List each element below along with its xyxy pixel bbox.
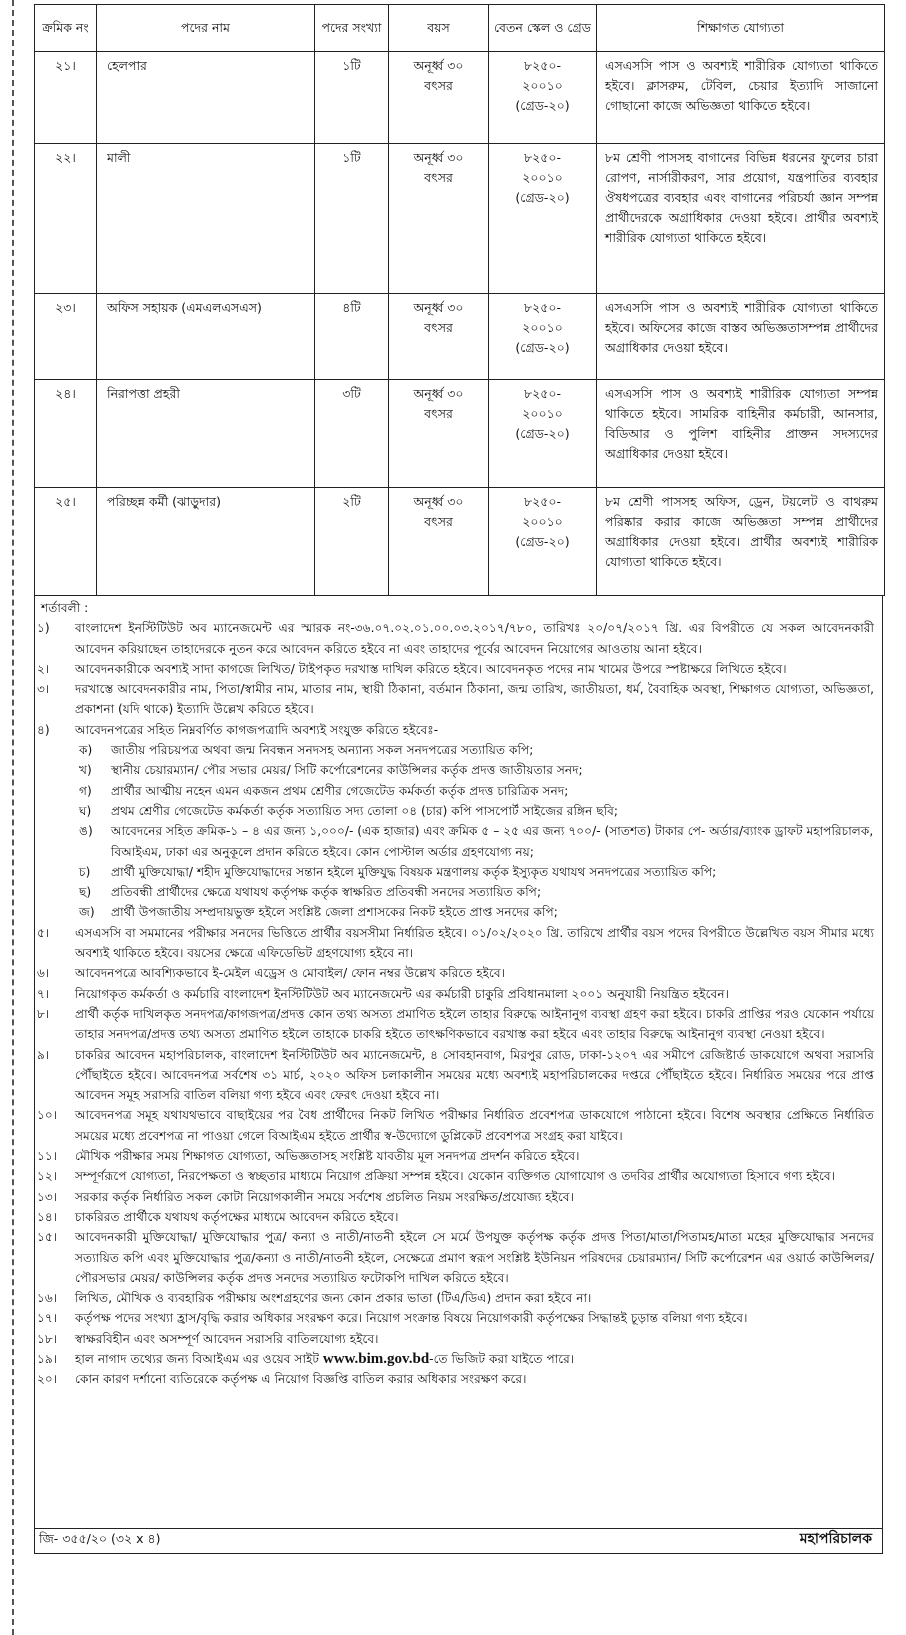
term-number: গ) — [79, 783, 92, 798]
cell-qualification — [597, 144, 885, 294]
term-number: জ) — [79, 905, 95, 920]
term-number: ১) — [37, 621, 50, 636]
term-number: ১৪। — [37, 1209, 58, 1224]
cell-post-count: ১টি — [315, 144, 389, 294]
term-number: ১৬। — [37, 1291, 58, 1306]
term-number: ৭। — [37, 986, 50, 1001]
cell-serial: ২৫। — [35, 488, 97, 596]
header-serial: ক্রমিক নং — [35, 5, 97, 52]
term-text: প্রতিবন্ধী প্রার্থীদের ক্ষেত্রে যথাযথ কর্তৃপক্ষ কর্তৃক স্বাক্ষরিত প্রতিবন্ধী সনদের সত্যায়িত কপি; — [111, 885, 542, 900]
cell-pay-scale — [489, 380, 597, 488]
term-text: জাতীয় পরিচয়পত্র অথবা জন্ম নিবন্ধন সনদসহ অন্যান্য সকল সনদপত্রের সত্যায়িত কপি; — [111, 743, 534, 758]
cell-post-count: ২টি — [315, 488, 389, 596]
table-header-row — [35, 5, 885, 52]
term-number: ঙ) — [79, 824, 93, 839]
term-text: সম্পূর্ণরূপে যোগ্যতা, নিরপেক্ষতা ও স্বচ্ছতার মাধ্যমে নিয়োগ প্রক্রিয়া সম্পন্ন হইবে। যেকোন ব্যক্তিগত যোগাযোগ ও তদবির প্রার্থীর অযোগ্যতা হিসাবে গণ্য হইবে। — [75, 1169, 836, 1184]
pay-line: ৮২৫০- — [524, 58, 561, 73]
document-requirement-item — [35, 760, 882, 780]
term-text: প্রার্থীর আত্মীয় নহেন এমন একজন প্রথম শ্রেণীর গেজেটেড কর্মকর্তা কর্তৃক প্রদত্ত চারিত্রিক সনদ; — [111, 783, 569, 798]
term-text: প্রার্থী কর্তৃক দাখিলকৃত সনদপত্র/কাগজপত্র/প্রদত্ত কোন তথ্য অসত্য প্রমাণিত হইলে তাহার বিরুদ্ধে আইনানুগ ব্যবস্থা গ্রহণ করা হইবে। চাকরি প্রাপ্তির পরও যেকোন পর্যায়ে তাহার সনদপত্র/প্রদত্ত তথ্য অসত্য প্রমাণিত হইলে তাহাকে চাকরি হইতে তাৎক্ষণিকভাবে বরখাস্ত করা হইবে এবং তাহার বিরুদ্ধে আইনানুগ ব্যবস্থা নেওয়া হইবে। — [75, 1006, 874, 1042]
term-number: ১৩। — [37, 1189, 58, 1204]
term-text: প্রার্থী মুক্তিযোদ্ধা/ শহীদ মুক্তিযোদ্ধাদের সন্তান হইলে মুক্তিযুদ্ধ বিষয়ক মন্ত্রণালয় কর্তৃক ইস্যুকৃত যথাযথ সনদপত্রের সত্যায়িত কপি; — [111, 864, 717, 879]
document-requirement-item — [35, 882, 882, 902]
term-text-part: -তে ভিজিট করা যাইতে পারে। — [429, 1351, 575, 1366]
age-line: অনূর্ধ্ব ৩০ — [413, 58, 464, 73]
term-number: ৯। — [37, 1047, 50, 1062]
cell-post-name: মালী — [97, 144, 315, 294]
term-item — [35, 1227, 882, 1288]
term-item — [35, 1004, 882, 1045]
indent-spacer — [35, 902, 73, 922]
age-line: অনূর্ধ্ব ৩০ — [413, 150, 464, 165]
term-text: স্থানীয় চেয়ারম্যান/ পৌর সভার মেয়র/ সিটি কর্পোরেশনের কাউন্সিলর কর্তৃক প্রদত্ত জাতীয়তার সনদ; — [111, 763, 583, 778]
term-number: ক) — [79, 743, 93, 758]
term-item — [35, 679, 882, 720]
term-number: ২০। — [37, 1372, 58, 1387]
term-number: ঘ) — [79, 803, 92, 818]
table-row — [35, 294, 885, 380]
indent-spacer — [35, 781, 73, 801]
pay-line: ২০০১০ — [522, 514, 563, 529]
term-number: চ) — [79, 864, 91, 879]
term-number: ১২। — [37, 1169, 58, 1184]
qualification-text: ৮ম শ্রেণী পাসসহ অফিস, ড্রেন, টয়লেট ও বাথরুম পরিষ্কার করার কাজে অভিজ্ঞতা সম্পন্ন প্রার্থীদের অগ্রাধিকার দেওয়া হইবে। প্রার্থীর অবশ্যই শারীরিক যোগ্যতা থাকিতে হইবে। — [605, 494, 878, 569]
term-item — [35, 1166, 882, 1186]
cell-qualification — [597, 294, 885, 380]
header-pay-scale: বেতন স্কেল ও গ্রেড — [489, 5, 597, 52]
qualification-text: এসএসসি পাস ও অবশ্যই শারীরিক যোগ্যতা সম্পন্ন থাকিতে হইবে। সামরিক বাহিনীর কর্মচারী, আনসার, বিডিআর ও পুলিশ বাহিনীর প্রাক্তন সদস্যদের অগ্রাধিকার দেওয়া হইবে। — [605, 386, 878, 461]
cell-age — [389, 294, 489, 380]
term-number: ৫। — [37, 925, 50, 940]
pay-line: ৮২৫০- — [524, 300, 561, 315]
document-requirement-item — [35, 902, 882, 922]
cell-age — [389, 144, 489, 294]
table-row — [35, 488, 885, 596]
term-text: এসএসসি বা সমমানের পরীক্ষার সনদের ভিত্তিতে প্রার্থীর বয়সসীমা নির্ধারিত হইবে। ০১/০২/২০২০ খ্রি. তারিখে প্রার্থীর বয়স পদের বিপরীতে উল্লেখিত বয়স সীমার মধ্যে অবশ্যই থাকিতে হইবে। বয়সের ক্ষেত্রে এফিডেভিট গ্রহণযোগ্য হইবে না। — [75, 925, 874, 961]
term-text: কর্তৃপক্ষ পদের সংখ্যা হ্রাস/বৃদ্ধি করার অধিকার সংরক্ষণ করে। নিয়োগ সংক্রান্ত বিষয়ে নিয়োগকারী কর্তৃপক্ষের সিদ্ধান্তই চূড়ান্ত বলিয়া গণ্য হইবে। — [75, 1311, 748, 1326]
cell-pay-scale — [489, 294, 597, 380]
age-line: অনূর্ধ্ব ৩০ — [413, 386, 464, 401]
term-text: বাংলাদেশ ইনস্টিটিউট অব ম্যানেজমেন্ট এর স্মারক নং-৩৬.০৭.০২.০১.০০.০৩.২০১৭/৭৮০, তারিখঃ ২০/০৭/২০১৭ খ্রি. এর বিপরীতে যে সকল আবেদনকারী আবেদন করিয়াছেন তাহাদেরকে নুতন করে আবেদন করিতে হইবে না এবং তাহাদের পূর্বের আবেদন নিয়োগের আওতায় আনা হইবে। — [75, 621, 874, 656]
term-number: ছ) — [79, 885, 92, 900]
term-text: দরখাস্তে আবেদনকারীর নাম, পিতা/স্বামীর নাম, মাতার নাম, স্থায়ী ঠিকানা, বর্তমান ঠিকানা, জন্ম তারিখ, জাতীয়তা, ধর্ম, বৈবাহিক অবস্থা, শিক্ষাগত যোগ্যতা, অভিজ্ঞতা, প্রকাশনা (যদি থাকে) ইত্যাদি উল্লেখ করিতে হইবে। — [75, 682, 874, 717]
pay-line: (গ্রেড-২০) — [515, 98, 570, 113]
term-number: ৪) — [37, 722, 50, 737]
cell-post-count: ৪টি — [315, 294, 389, 380]
term-item — [35, 963, 882, 983]
term-number: ১০। — [37, 1108, 58, 1123]
term-item — [35, 720, 882, 740]
indent-spacer — [35, 760, 73, 780]
term-item — [35, 1045, 882, 1106]
cell-age — [389, 380, 489, 488]
term-text-part: হাল নাগাদ তথ্যের জন্য বিআইএম এর ওয়েব সাইট — [75, 1351, 323, 1366]
header-post-count: পদের সংখ্যা — [315, 5, 389, 52]
term-item — [35, 1288, 882, 1308]
term-text: প্রথম শ্রেণীর গেজেটেড কর্মকর্তা কর্তৃক সত্যায়িত সদ্য তোলা ০৪ (চার) কপি পাসপোর্ট সাইজের রঙ্গিন ছবি; — [111, 803, 618, 818]
pay-line: (গ্রেড-২০) — [515, 534, 570, 549]
document-requirement-item — [35, 862, 882, 882]
pay-line: (গ্রেড-২০) — [515, 340, 570, 355]
term-number: ১৮। — [37, 1331, 58, 1346]
term-item — [35, 923, 882, 964]
cell-post-count: ৩টি — [315, 380, 389, 488]
age-line: বৎসর — [424, 514, 453, 529]
pay-line: ৮২৫০- — [524, 150, 561, 165]
term-number: ১৭। — [37, 1311, 58, 1326]
pay-line: (গ্রেড-২০) — [515, 190, 570, 205]
pay-line: ২০০১০ — [522, 406, 563, 421]
pay-line: ৮২৫০- — [524, 386, 561, 401]
age-line: বৎসর — [424, 170, 453, 185]
cell-pay-scale — [489, 488, 597, 596]
term-number: ১১। — [37, 1149, 58, 1164]
cell-serial: ২২। — [35, 144, 97, 294]
term-text: স্বাক্ষরবিহীন এবং অসম্পূর্ণ আবেদন সরাসরি বাতিলযোগ্য হইবে। — [75, 1331, 379, 1346]
indent-spacer — [35, 862, 73, 882]
cell-post-name: হেলপার — [97, 52, 315, 144]
cell-qualification — [597, 488, 885, 596]
qualification-text: এসএসসি পাস ও অবশ্যই শারীরিক যোগ্যতা থাকিতে হইবে। ক্লাসরুম, টেবিল, চেয়ার ইত্যাদি সাজানো গোছানো কাজে অভিজ্ঞতা থাকিতে হইবে। — [605, 58, 878, 113]
cut-line-divider — [12, 0, 14, 1635]
cell-qualification — [597, 380, 885, 488]
header-age: বয়স — [389, 5, 489, 52]
header-qualification: শিক্ষাগত যোগ্যতা — [597, 5, 885, 52]
cell-serial: ২১। — [35, 52, 97, 144]
cell-pay-scale — [489, 144, 597, 294]
term-number: ১৯। — [37, 1351, 58, 1366]
age-line: বৎসর — [424, 320, 453, 335]
pay-line: ২০০১০ — [522, 78, 563, 93]
term-number: ৬। — [37, 966, 50, 981]
term-item — [35, 984, 882, 1004]
term-text: নিয়োগকৃত কর্মকর্তা ও কর্মচারি বাংলাদেশ ইনস্টিটিউট অব ম্যানেজমেন্ট এর কর্মচারী চাকুরি প্রবিধানমালা ২০০১ অনুযায়ী নিয়ন্ত্রিত হইবেন। — [75, 986, 729, 1001]
document-requirement-item — [35, 740, 882, 760]
term-item — [35, 1105, 882, 1146]
cell-post-name: পরিচ্ছন্ন কর্মী (ঝাড়ুদার) — [97, 488, 315, 596]
term-item — [35, 1187, 882, 1207]
pay-line: ২০০১০ — [522, 170, 563, 185]
cell-post-name: নিরাপত্তা প্রহরী — [97, 380, 315, 488]
terms-section — [34, 596, 883, 1554]
document-requirement-item — [35, 821, 882, 862]
term-item — [35, 659, 882, 679]
advertisement-page — [34, 4, 884, 1631]
table-row — [35, 380, 885, 488]
term-number: খ) — [79, 763, 92, 778]
term-text: আবেদনপত্রে আবশ্যিকভাবে ই-মেইল এড্রেস ও মোবাইল/ ফোন নম্বর উল্লেখ করিতে হইবে। — [75, 966, 505, 981]
term-text — [75, 1349, 882, 1369]
indent-spacer — [35, 882, 73, 902]
document-requirement-item — [35, 781, 882, 801]
document-requirement-item — [35, 801, 882, 821]
indent-spacer — [35, 801, 73, 821]
age-line: বৎসর — [424, 78, 453, 93]
qualification-text: ৮ম শ্রেণী পাসসহ বাগানের বিভিন্ন ধরনের ফুলের চারা রোপণ, নার্সারীকরণ, সার প্রয়োগ, যন্ত্রপাতির ব্যবহার ঔষধপত্রের ব্যবহার এবং বাগানের পরিচর্যা জ্ঞান সম্পন্ন প্রার্থীদেরকে অগ্রাধিকার দেওয়া হইবে। প্রার্থীর অবশ্যই শারীরিক যোগ্যতা থাকিতে হইবে। — [605, 150, 878, 245]
age-line: অনূর্ধ্ব ৩০ — [413, 300, 464, 315]
cell-age — [389, 488, 489, 596]
term-item — [35, 618, 882, 659]
footer — [35, 1529, 882, 1549]
term-number: ৮। — [37, 1006, 50, 1021]
term-text: আবেদনপত্রের সহিত নিম্নবর্ণিত কাগজপত্রাদি অবশ্যই সংযুক্ত করিতে হইবেঃ- — [75, 722, 439, 737]
cell-post-count: ১টি — [315, 52, 389, 144]
cell-age — [389, 52, 489, 144]
terms-title: শর্তাবলী : — [41, 601, 89, 615]
website-link[interactable]: www.bim.gov.bd — [322, 1350, 430, 1367]
cell-serial: ২৪। — [35, 380, 97, 488]
indent-spacer — [35, 740, 73, 760]
term-item — [35, 1308, 882, 1328]
term-item — [35, 1369, 882, 1389]
term-text: আবেদনকারী মুক্তিযোদ্ধা/ মুক্তিযোদ্ধার পুত্র/ কন্যা ও নাতী/নাতনী হইলে সে মর্মে উপযুক্ত কর্তৃপক্ষ কর্তৃক প্রদত্ত পিতা/মাতা/পিতামহ/মাতা মহের মুক্তিযোদ্ধার সনদের সত্যায়িত কপি এবং মুক্তিযোদ্ধার পুত্র/কন্যা ও নাতী/নাতনী হইলে, সেক্ষেত্রে প্রমাণ স্বরূপ সংশ্লিষ্ট ইউনিয়ন পরিষদের চেয়ারম্যান/ সিটি কর্পোরেশন এর ওয়ার্ড কাউন্সিলর/ পৌরসভার মেয়র/ কাউন্সিলর কর্তৃক প্রদত্ত সনদের সত্যায়িত ফটোকপি দাখিল করিতে হইবে। — [75, 1230, 874, 1285]
term-item — [35, 1146, 882, 1166]
term-item — [35, 1329, 882, 1349]
footer-code: জি- ৩৫৫/২০ (৩২ x ৪) — [39, 1530, 161, 1546]
age-line: বৎসর — [424, 406, 453, 421]
pay-line: ৮২৫০- — [524, 494, 561, 509]
table-row — [35, 144, 885, 294]
qualification-text: এসএসসি পাস ও অবশ্যই শারীরিক যোগ্যতা থাকিতে হইবে। অফিসের কাজে বাস্তব অভিজ্ঞতাসম্পন্ন প্রার্থীদের অগ্রাধিকার দেওয়া হইবে। — [605, 300, 878, 355]
term-text: লিখিত, মৌখিক ও ব্যবহারিক পরীক্ষায় অংশগ্রহণের জন্য কোন প্রকার ভাতা (টিএ/ডিএ) প্রদান করা হইবে না। — [75, 1291, 592, 1306]
cell-pay-scale — [489, 52, 597, 144]
term-item — [35, 1207, 882, 1227]
pay-line: ২০০১০ — [522, 320, 563, 335]
term-text: আবেদনপত্র সমূহ যথাযথভাবে বাছাইয়ের পর বৈধ প্রার্থীদের নিকট লিখিত পরীক্ষার নির্ধারিত প্রবেশপত্র ডাকযোগে পাঠানো হইবে। বিশেষ অবস্থার প্রেক্ষিতে নির্ধারিত সময়ের মধ্যে প্রবেশপত্র না পাওয়া গেলে বিআইএম হইতে প্রার্থীর স্ব-উদ্যোগে ডুপ্লিকেট প্রবেশপত্র সংগ্রহ করা যাইবে। — [75, 1108, 874, 1143]
signature-title: মহাপরিচালক — [799, 1530, 872, 1547]
job-positions-table — [34, 4, 885, 596]
cell-serial: ২৩। — [35, 294, 97, 380]
term-text: প্রার্থী উপজাতীয় সম্প্রদায়ভুক্ত হইলে সংশ্লিষ্ট জেলা প্রশাসকের নিকট হইতে প্রাপ্ত সনদের কপি; — [111, 905, 558, 920]
term-item — [35, 1349, 882, 1369]
term-number: ২। — [37, 661, 50, 676]
term-text: আবেদনকারীকে অবশ্যই সাদা কাগজে লিখিত/ টাইপকৃত দরখাস্ত দাখিল করিতে হইবে। আবেদনকৃত পদের নাম খামের উপরে স্পষ্টাক্ষরে লিখিতে হইবে। — [75, 661, 787, 676]
indent-spacer — [35, 821, 73, 862]
pay-line: (গ্রেড-২০) — [515, 426, 570, 441]
age-line: অনূর্ধ্ব ৩০ — [413, 494, 464, 509]
term-text: সরকার কর্তৃক নির্ধারিত সকল কোটা নিয়োগকালীন সময়ে সর্বশেষ প্রচলিত নিয়ম সংরক্ষিত/প্রযোজ্য হইবে। — [75, 1189, 574, 1204]
term-number: ৩। — [37, 682, 50, 697]
term-number: ১৫। — [37, 1230, 58, 1245]
term-text: চাকরিরত প্রার্থীকে যথাযথ কর্তৃপক্ষের মাধ্যমে আবেদন করিতে হইবে। — [75, 1209, 399, 1224]
header-post-name: পদের নাম — [97, 5, 315, 52]
term-text: আবেদনের সহিত ক্রমিক-১ – ৪ এর জন্য ১,০০০/- (এক হাজার) এবং ক্রমিক ৫ – ২৫ এর জন্য ৭০০/- (সাতশত) টাকার পে- অর্ডার/ব্যাংক ড্রাফট মহাপরিচালক, বিআইএম, ঢাকা এর অনুকূলে প্রদান করিতে হইবে। কোন পোস্টাল অর্ডার গ্রহণযোগ্য নয়; — [111, 824, 874, 859]
cell-qualification — [597, 52, 885, 144]
table-row — [35, 52, 885, 144]
term-text: চাকরির আবেদন মহাপরিচালক, বাংলাদেশ ইনস্টিটিউট অব ম্যানেজমেন্ট, ৪ সোবহানবাগ, মিরপুর রোড, ঢাকা-১২০৭ এর সমীপে রেজিষ্টার্ড ডাকযোগে অথবা সরাসরি পৌঁছাইতে হইবে। আবেদনপত্র সর্বশেষ ৩১ মার্চ, ২০২০ অফিস চলাকালীন সময়ের মধ্যে অবশ্যই মহাপরিচালকের দপ্তরে পৌঁছাইতে হইবে। নির্ধারিত সময়ের পরে প্রাপ্ত আবেদন সমূহ সরাসরি বাতিল বলিয়া গণ্য হইবে এবং ফেরৎ দেওয়া হইবে না। — [75, 1047, 874, 1103]
term-text: কোন কারণ দর্শানো ব্যতিরেকে কর্তৃপক্ষ এ নিয়োগ বিজ্ঞপ্তি বাতিল করার অধিকার সংরক্ষণ করে। — [75, 1372, 527, 1387]
term-text: মৌখিক পরীক্ষার সময় শিক্ষাগত যোগ্যতা, অভিজ্ঞতাসহ সংশ্লিষ্ট যাবতীয় মূল সনদপত্র প্রদর্শন করিতে হইবে। — [75, 1149, 580, 1164]
cell-post-name: অফিস সহায়ক (এমএলএসএস) — [97, 294, 315, 380]
